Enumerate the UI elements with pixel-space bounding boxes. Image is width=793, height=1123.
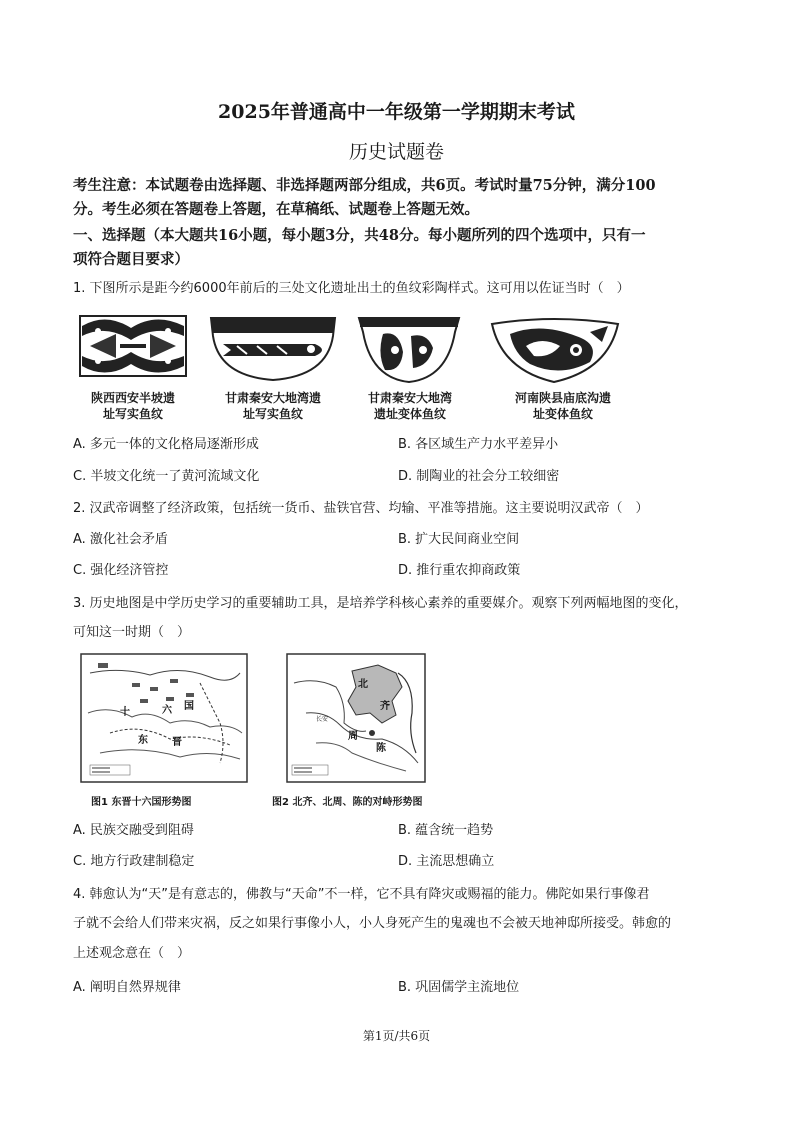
pottery-miaodigou-variant-image [490, 312, 620, 386]
q4-option-b[interactable]: B. 巩固儒学主流地位 [398, 980, 520, 995]
exam-title: 2025年普通高中一年级第一学期期末考试 [218, 101, 575, 123]
map2-caption: 图2 北齐、北周、陈的对峙形势图 [272, 797, 423, 808]
q2-option-d[interactable]: D. 推行重农抑商政策 [398, 563, 521, 578]
q3-option-d[interactable]: D. 主流思想确立 [398, 854, 495, 869]
q1-option-c[interactable]: C. 半坡文化统一了黄河流域文化 [73, 469, 260, 484]
q4-option-a[interactable]: A. 阐明自然界规律 [73, 980, 181, 995]
pottery-dadiwan-variant-image [355, 312, 465, 386]
map2-label-zhou: 周 [348, 731, 358, 742]
question-1-stem: 1. 下图所示是距今约6000年前后的三处文化遗址出土的鱼纹彩陶样式。这可用以佐证当时（ ） [73, 281, 630, 296]
pottery-dadiwan-fish-image [207, 306, 339, 386]
q3-option-b[interactable]: B. 蕴含统一趋势 [398, 823, 494, 838]
q1-option-d[interactable]: D. 制陶业的社会分工较细密 [398, 469, 560, 484]
map1-label-dong: 东 [138, 735, 148, 746]
map2-label-bei: 北 [358, 679, 368, 690]
map1-caption: 图1 东晋十六国形势图 [91, 797, 192, 808]
question-3-stem-line-2: 可知这一时期（ ） [73, 625, 191, 640]
question-3-stem-line-1: 3. 历史地图是中学历史学习的重要辅助工具，是培养学科核心素养的重要媒介。观察下列两幅地图的变化， [73, 596, 688, 611]
question-4-stem-line-1: 4. 韩愈认为“天”是有意志的，佛教与“天命”不一样，它不具有降灾或赐福的能力。佛陀如果行事像君 [73, 887, 650, 902]
map2-label-qi: 齐 [380, 701, 390, 712]
map1-label-jin: 晋 [172, 737, 182, 748]
notice-line-2: 分。考生必须在答题卷上答题，在草稿纸、试题卷上答题无效。 [73, 201, 479, 218]
map2-label-changan: 长安 [316, 716, 329, 723]
question-4-stem-line-3: 上述观念意在（ ） [73, 946, 191, 961]
pottery-caption-4: 河南陕县庙底沟遗 址变体鱼纹 [514, 391, 611, 421]
exam-subtitle: 历史试题卷 [348, 141, 444, 163]
map2-label-chen: 陈 [376, 743, 386, 754]
q3-option-c[interactable]: C. 地方行政建制稳定 [73, 854, 195, 869]
page-number: 第1页/共6页 [362, 1029, 431, 1043]
q1-option-b[interactable]: B. 各区域生产力水平差异小 [398, 437, 559, 452]
map-northern-qi-zhou-chen [286, 653, 426, 783]
map-eastern-jin-sixteen-kingdoms [80, 653, 248, 783]
section-heading-line-1: 一、选择题（本大题共16小题，每小题3分，共48分。每小题所列的四个选项中，只有一 [73, 227, 646, 244]
map1-label-shi: 十 [120, 707, 130, 718]
notice-line-1: 考生注意：本试题卷由选择题、非选择题两部分组成，共6页。考试时量75分钟，满分100 [73, 177, 656, 194]
pottery-caption-1: 陕西西安半坡遗 址写实鱼纹 [90, 391, 175, 421]
map1-label-liu: 六 [162, 705, 172, 716]
section-heading-line-2: 项符合题目要求） [73, 251, 189, 268]
pottery-banpo-fish-image [76, 306, 190, 386]
q3-option-a[interactable]: A. 民族交融受到阻碍 [73, 823, 194, 838]
pottery-caption-3: 甘肃秦安大地湾 遗址变体鱼纹 [367, 391, 452, 421]
q2-option-c[interactable]: C. 强化经济管控 [73, 563, 169, 578]
q2-option-a[interactable]: A. 激化社会矛盾 [73, 532, 168, 547]
question-2-stem: 2. 汉武帝调整了经济政策，包括统一货币、盐铁官营、均输、平准等措施。这主要说明汉武帝（ ） [73, 501, 649, 516]
pottery-caption-2: 甘肃秦安大地湾遗 址写实鱼纹 [224, 391, 321, 421]
question-4-stem-line-2: 子就不会给人们带来灾祸，反之如果行事像小人，小人身死产生的鬼魂也不会被天地神邸所接受。韩愈的 [73, 916, 672, 931]
q1-option-a[interactable]: A. 多元一体的文化格局逐渐形成 [73, 437, 259, 452]
map1-label-guo: 国 [184, 701, 194, 712]
q2-option-b[interactable]: B. 扩大民间商业空间 [398, 532, 520, 547]
